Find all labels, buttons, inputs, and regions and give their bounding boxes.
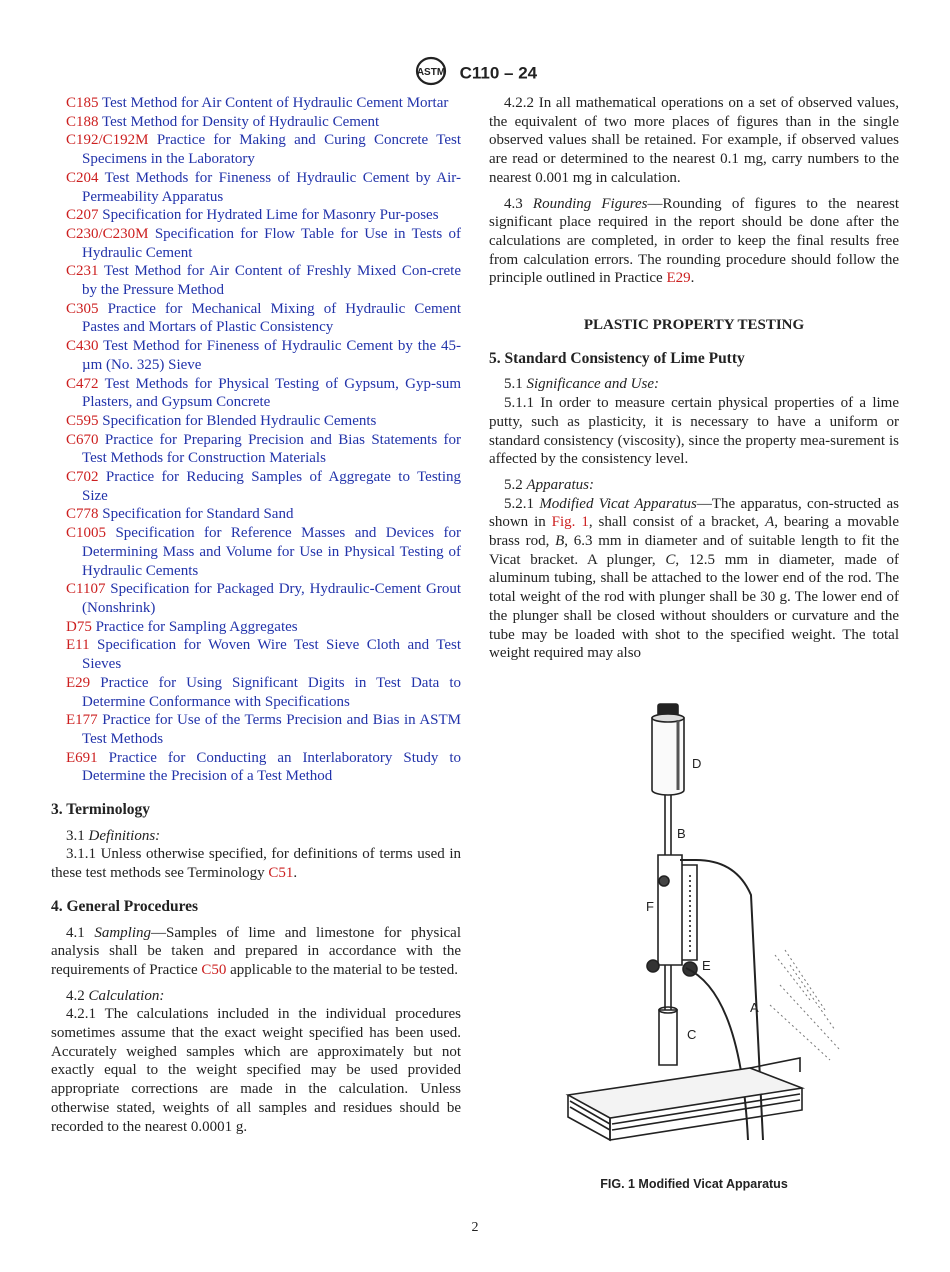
link-c50[interactable]: C50	[201, 961, 227, 978]
reference-code[interactable]: E11	[66, 637, 90, 654]
reference-code[interactable]: C230/C230M	[66, 225, 149, 242]
figure-caption: FIG. 1 Modified Vicat Apparatus	[600, 1177, 788, 1191]
reference-title[interactable]: Practice for Sampling Aggregates	[95, 618, 298, 635]
reference-title[interactable]: Specification for Reference Masses and Devices for Determining Mass and Volume for Use in Physical Testing of Hydraulic Cements	[82, 525, 461, 579]
reference-title[interactable]: Practice for Preparing Precision and Bias Statements for Test Methods for Construction Materials	[82, 431, 462, 467]
reference-item[interactable]	[51, 580, 461, 617]
reference-title[interactable]: Specification for Blended Hydraulic Cements	[102, 412, 377, 429]
reference-code[interactable]: C430	[66, 338, 99, 355]
reference-item[interactable]	[51, 618, 461, 637]
label-c: C	[687, 1027, 697, 1042]
reference-item[interactable]	[51, 412, 461, 431]
reference-title[interactable]: Test Method for Air Content of Hydraulic Cement Mortar	[102, 95, 449, 111]
para-4-1: 4.1 Sampling—Samples of lime and limestone for physical analysis shall be taken and prepared in accordance with the requirements of Practice C50 applicable to the material to be tested.	[51, 924, 461, 978]
reference-item[interactable]	[51, 431, 461, 468]
reference-title[interactable]: Practice for Mechanical Mixing of Hydraulic Cement Pastes and Mortars of Plastic Consistency	[82, 300, 461, 336]
reference-code[interactable]: C670	[66, 431, 99, 448]
reference-title[interactable]: Practice for Reducing Samples of Aggregate to Testing Size	[82, 469, 462, 504]
reference-code[interactable]: C192/C192M	[66, 132, 149, 149]
reference-code[interactable]: C1005	[66, 525, 107, 542]
reference-code[interactable]: C778	[66, 506, 99, 523]
label-b: B	[677, 826, 686, 841]
label-f: F	[646, 899, 654, 914]
reference-code[interactable]: C472	[66, 375, 99, 392]
section-3-heading: 3. Terminology	[51, 801, 151, 819]
reference-code[interactable]: C185	[66, 95, 99, 111]
logo-text: ASTM	[416, 67, 446, 78]
reference-code[interactable]: E691	[66, 749, 98, 766]
reference-item[interactable]	[51, 225, 461, 262]
plastic-property-heading: PLASTIC PROPERTY TESTING	[583, 317, 805, 334]
reference-title[interactable]: Test Method for Fineness of Hydraulic Cement by the 45-µm (No. 325) Sieve	[82, 338, 461, 373]
reference-item[interactable]	[51, 524, 461, 580]
section-4-heading: 4. General Procedures	[51, 897, 199, 915]
label-a: A	[750, 1000, 759, 1015]
reference-title[interactable]: Test Methods for Fineness of Hydraulic Cement by Air-Permeability Apparatus	[82, 169, 461, 205]
label-e: E	[702, 958, 711, 973]
section-5-heading: 5. Standard Consistency of Lime Putty	[489, 349, 745, 367]
left-column	[51, 94, 461, 1136]
reference-code[interactable]: C1107	[66, 581, 106, 598]
para-5-2: 5.2 Apparatus:	[504, 476, 594, 493]
reference-title[interactable]: Specification for Standard Sand	[102, 506, 294, 523]
reference-item[interactable]	[51, 169, 461, 206]
para-5-1-1: 5.1.1 In order to measure certain physical properties of a lime putty, such as plasticity, it is necessary to have a uniform or standard consistency (viscosity), since the property mea-surement is affected by the consistency level.	[489, 395, 899, 468]
reference-code[interactable]: C595	[66, 412, 99, 429]
reference-title[interactable]: Specification for Flow Table for Use in Tests of Hydraulic Cement	[82, 225, 462, 261]
reference-code[interactable]: C188	[66, 113, 99, 130]
link-c51[interactable]: C51	[268, 865, 294, 882]
reference-item[interactable]	[51, 94, 461, 113]
para-5-2-1: 5.2.1 Modified Vicat Apparatus—The apparatus, con-structed as shown in Fig. 1, shall consist of a bracket, A, bearing a movable brass rod, B, 6.3 mm in diameter and of suitable length to fit the Vicat bracket. A plunger, C, 12.5 mm in diameter, made of aluminum tubing, shall be attached to the lower end of the rod. The total weight of the rod with plunger shall be 30 g. The lower end of the plunger shall be closed without shoulders or curvature and the tube may be loaded with shot to the specified weight. The total weight required may also	[489, 495, 900, 662]
vicat-apparatus-figure	[540, 700, 850, 1175]
para-5-1: 5.1 Significance and Use:	[504, 376, 659, 393]
reference-list	[51, 94, 461, 786]
para-3-1: 3.1 Definitions:	[66, 827, 161, 844]
para-4-3: 4.3 Rounding Figures—Rounding of figures to the nearest significant place required in the report should be done after the calculations are completed, in order to keep the final results free from calculation errors. The rounding procedure should follow the principle outlined in Practice E29.	[489, 195, 900, 287]
reference-title[interactable]: Test Method for Density of Hydraulic Cement	[102, 113, 380, 130]
reference-code[interactable]: E177	[66, 712, 98, 729]
page-number: 2	[471, 1220, 479, 1235]
link-e29[interactable]: E29	[666, 270, 691, 287]
reference-code[interactable]: D75	[66, 618, 92, 635]
reference-code[interactable]: C305	[66, 300, 99, 317]
reference-title[interactable]: Test Method for Air Content of Freshly Mixed Con-crete by the Pressure Method	[82, 263, 461, 299]
right-column	[489, 94, 899, 663]
designation: C110 – 24	[459, 63, 538, 83]
reference-item[interactable]	[51, 505, 461, 524]
reference-title[interactable]: Practice for Making and Curing Concrete Test Specimens in the Laboratory	[82, 132, 461, 168]
reference-code[interactable]: C702	[66, 469, 99, 486]
reference-item[interactable]	[51, 131, 461, 168]
reference-item[interactable]	[51, 468, 461, 505]
reference-title[interactable]: Specification for Packaged Dry, Hydraulic-Cement Grout (Nonshrink)	[82, 581, 461, 616]
para-4-2-2: 4.2.2 In all mathematical operations on a set of observed values, the equivalent of two more places of figures than in the single observed values shall be retained. For example, if observed values are read or determined to the nearest 0.1 mg, carry numbers to the nearest 0.001 mg in calculation.	[489, 95, 899, 186]
reference-item[interactable]	[51, 206, 461, 225]
reference-item[interactable]	[51, 674, 461, 711]
reference-title[interactable]: Practice for Using Significant Digits in Test Data to Determine Conformance with Specifications	[82, 674, 461, 710]
reference-item[interactable]	[51, 636, 461, 673]
reference-title[interactable]: Test Methods for Physical Testing of Gypsum, Gyp-sum Plasters, and Gypsum Concrete	[82, 375, 462, 411]
reference-code[interactable]: C207	[66, 207, 99, 224]
reference-code[interactable]: C231	[66, 263, 99, 280]
reference-item[interactable]	[51, 375, 461, 412]
reference-title[interactable]: Practice for Use of the Terms Precision and Bias in ASTM Test Methods	[82, 712, 462, 747]
reference-item[interactable]	[51, 749, 461, 786]
reference-item[interactable]	[51, 113, 461, 132]
reference-item[interactable]	[51, 300, 461, 337]
vicat-apparatus-drawing	[540, 700, 850, 1175]
para-4-2-1: 4.2.1 The calculations included in the individual procedures sometimes assume that the exact weight specified has been used. Accurately weighed samples which are approximately but not exactly equal to the weight specified may be used provided appropriate corrections are made in the calculation. Unless otherwise stated, weights of all samples and residues should be recorded to the nearest 0.0001 g.	[51, 1006, 461, 1135]
reference-code[interactable]: E29	[66, 674, 91, 691]
reference-item[interactable]	[51, 337, 461, 374]
para-4-2: 4.2 Calculation:	[66, 987, 165, 1004]
reference-item[interactable]	[51, 262, 461, 299]
page-header	[0, 56, 950, 91]
reference-title[interactable]: Practice for Conducting an Interlaboratory Study to Determine the Precision of a Test Method	[82, 749, 461, 785]
label-d: D	[692, 756, 702, 771]
reference-code[interactable]: C204	[66, 169, 99, 186]
reference-item[interactable]	[51, 711, 461, 748]
reference-title[interactable]: Specification for Woven Wire Test Sieve Cloth and Test Sieves	[82, 637, 461, 673]
para-3-1-1: 3.1.1 Unless otherwise specified, for definitions of terms used in these test methods see Terminology C51.	[51, 846, 461, 882]
reference-title[interactable]: Specification for Hydrated Lime for Masonry Pur-poses	[102, 207, 439, 224]
link-fig-1[interactable]: Fig. 1	[551, 514, 589, 531]
astm-logo-icon	[413, 56, 449, 91]
